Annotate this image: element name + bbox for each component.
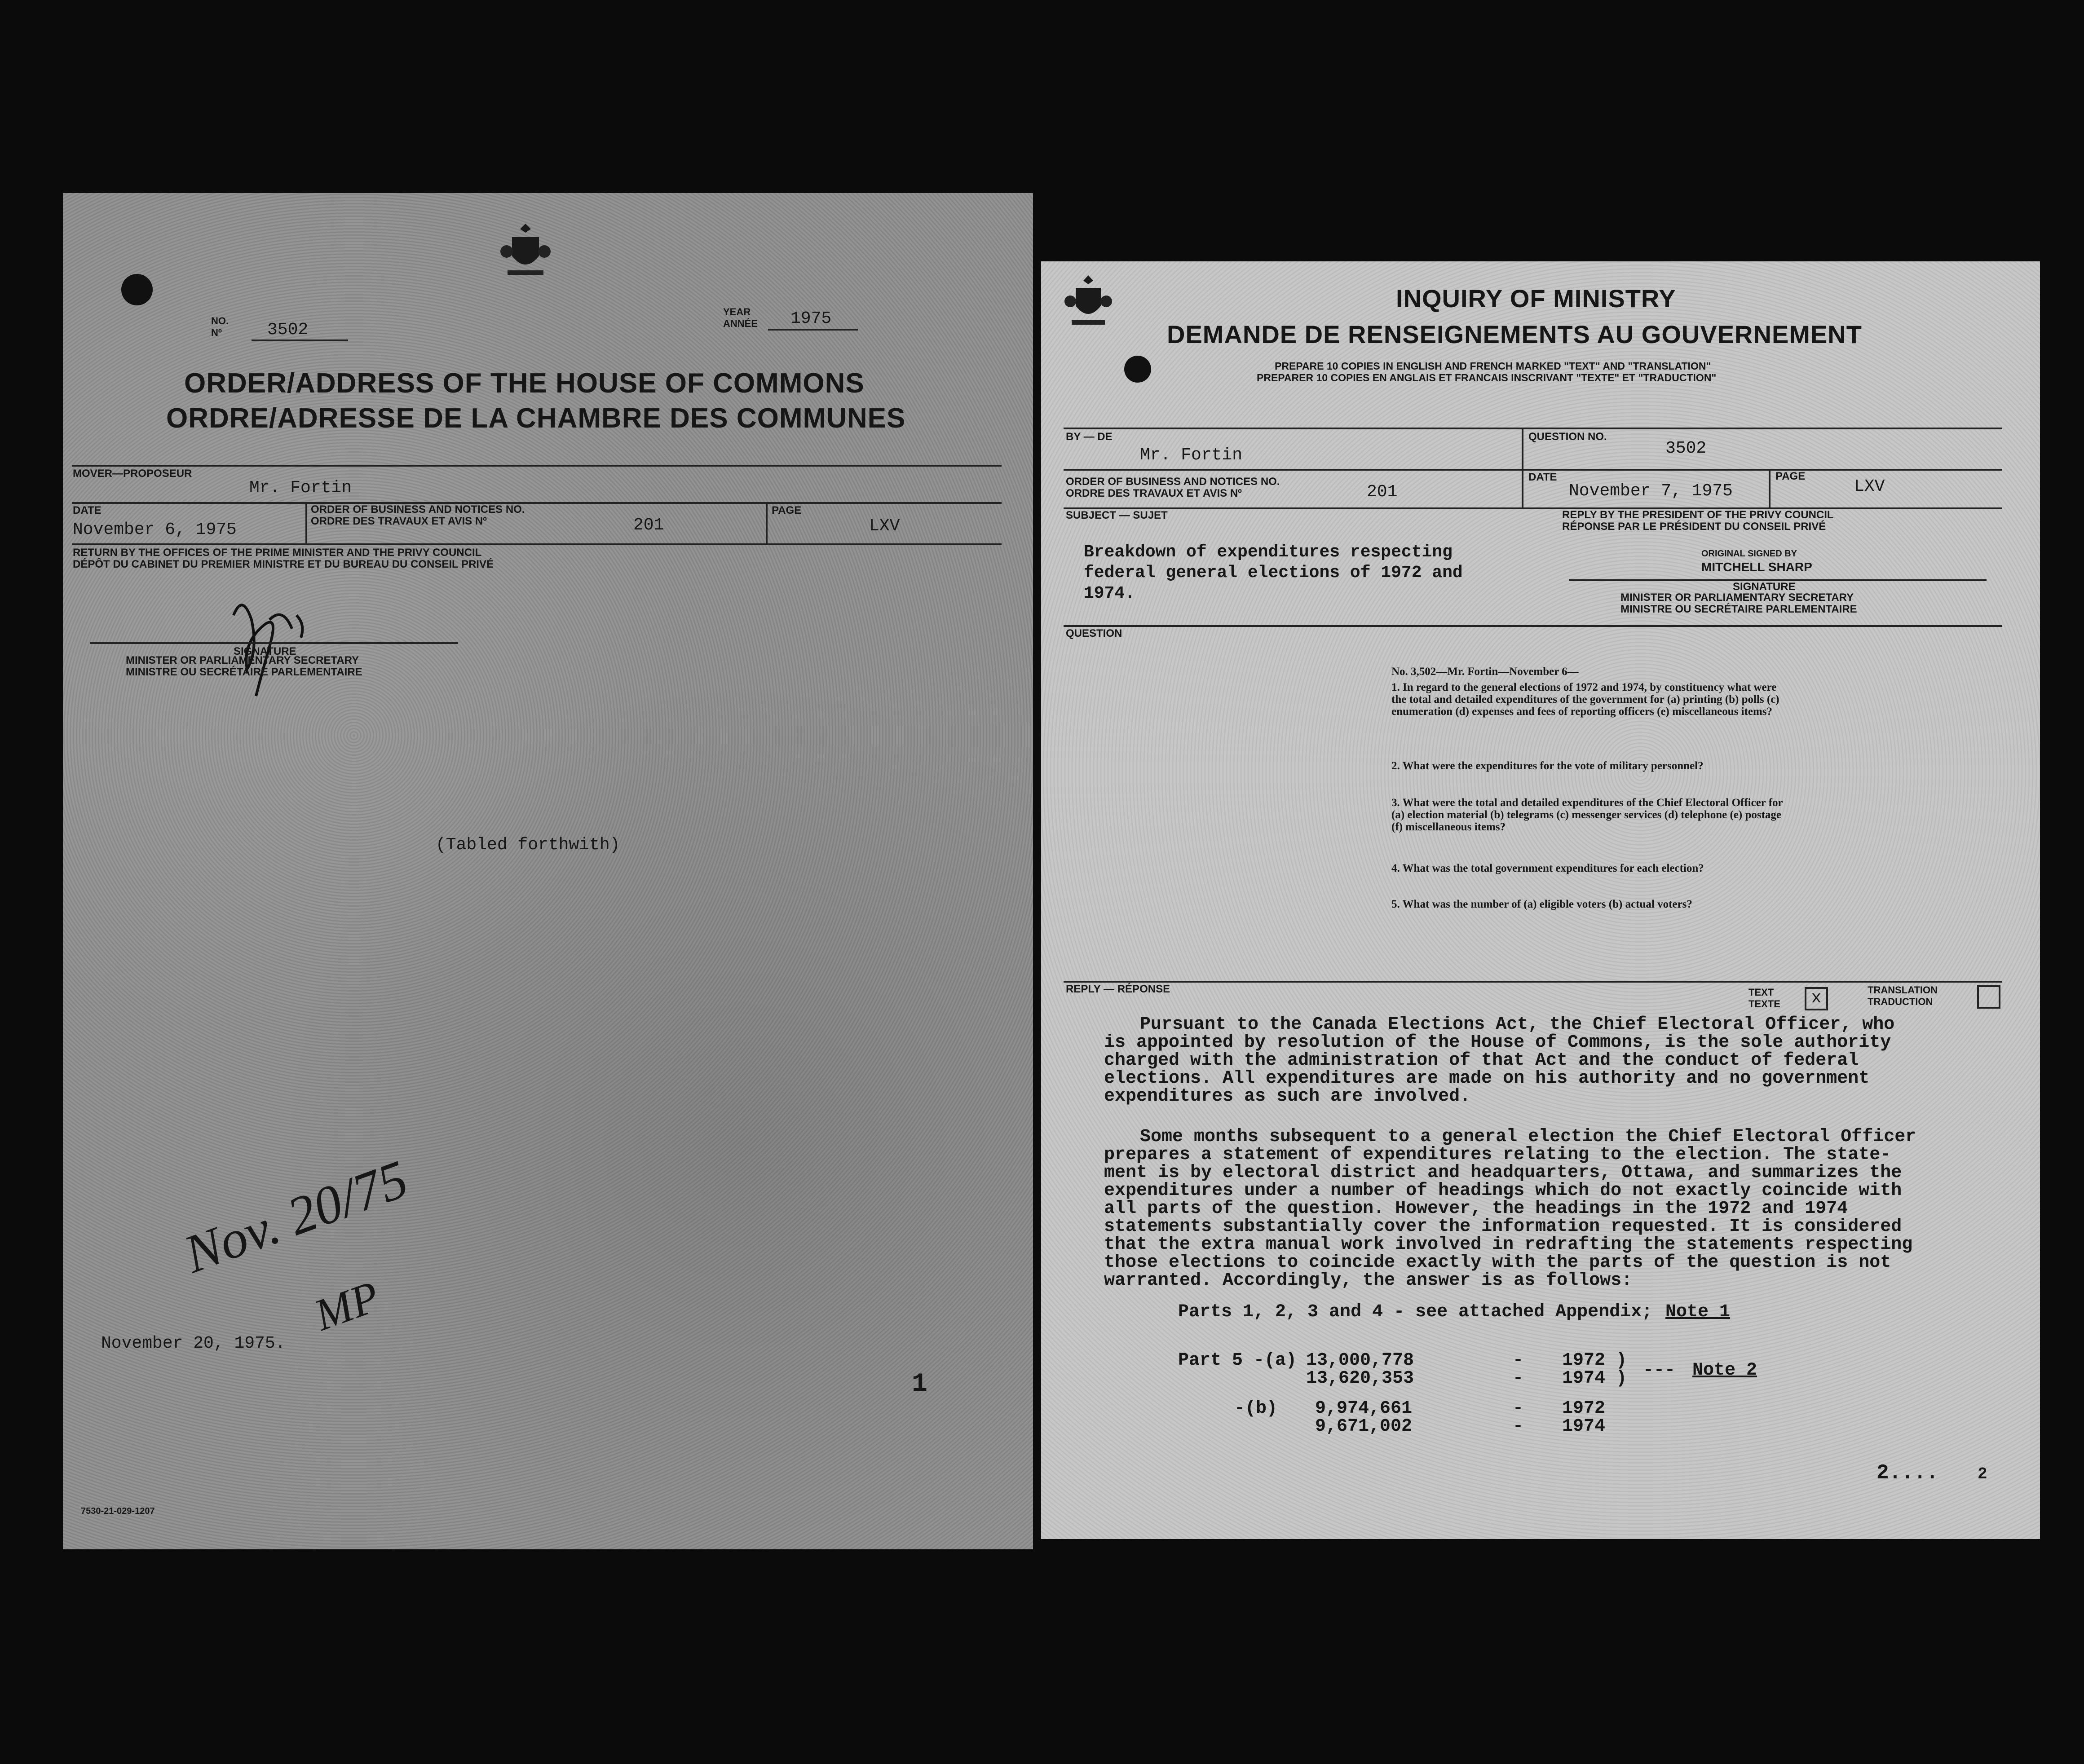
parts-line: Parts 1, 2, 3 and 4 - see attached Appendix; xyxy=(1178,1302,1653,1322)
handwritten-initials: MP xyxy=(308,1271,386,1341)
number-label: NO. Nº xyxy=(211,315,229,338)
page-number: 2 xyxy=(1978,1465,1987,1483)
part5b-label: -(b) xyxy=(1234,1398,1278,1419)
part5a-dash: - xyxy=(1513,1350,1524,1371)
page-number: 1 xyxy=(912,1370,927,1399)
part5a-year: 1972 ) xyxy=(1562,1350,1627,1371)
reply-line: all parts of the question. However, the headings in the 1972 and 1974 xyxy=(1104,1199,1848,1219)
note-2: Note 2 xyxy=(1692,1360,1757,1380)
translation-checkbox[interactable] xyxy=(1977,985,2000,1009)
minister-label: MINISTER OR PARLIAMENTARY SECRETARY MINISTRE OU SECRÉTAIRE PARLEMENTAIRE xyxy=(126,654,362,678)
part5a-dash: - xyxy=(1513,1368,1524,1389)
tabled-note: (Tabled forthwith) xyxy=(436,835,620,855)
page-value: LXV xyxy=(869,516,900,536)
coat-of-arms-icon xyxy=(1064,273,1113,331)
title-en: ORDER/ADDRESS OF THE HOUSE OF COMMONS xyxy=(184,368,865,399)
reply-line: expenditures under a number of headings which do not exactly coincide with xyxy=(1104,1181,1902,1201)
reply-line: prepares a statement of expenditures relating to the election. The state- xyxy=(1104,1145,1891,1165)
subject-label: SUBJECT — SUJET xyxy=(1066,509,1168,521)
question-item-4: 4. What was the total government expenditures for each election? xyxy=(1391,862,1704,874)
question-no-label: QUESTION NO. xyxy=(1528,431,1607,443)
date-value: November 6, 1975 xyxy=(73,520,237,539)
by-value: Mr. Fortin xyxy=(1140,445,1243,465)
reply-line: expenditures as such are involved. xyxy=(1104,1086,1471,1107)
note-2-prefix: --- xyxy=(1643,1360,1676,1380)
part5a-value: 13,620,353 xyxy=(1306,1368,1414,1389)
return-label: RETURN BY THE OFFICES OF THE PRIME MINISTER AND THE PRIVY COUNCIL DÉPÔT DU CABINET DU PREMIER MINISTRE ET DU BUREAU DU CONSEIL PRIVÉ xyxy=(73,547,494,570)
question-item-2: 2. What were the expenditures for the vote of military personnel? xyxy=(1391,760,1704,772)
part5b-dash: - xyxy=(1513,1398,1524,1419)
part5a-year: 1974 ) xyxy=(1562,1368,1627,1389)
page-label: PAGE xyxy=(1775,470,1806,482)
order-number: 3502 xyxy=(267,320,309,340)
inquiry-of-ministry-sheet xyxy=(1041,261,2040,1539)
order-label: ORDER OF BUSINESS AND NOTICES NO. ORDRE DES TRAVAUX ET AVIS Nº xyxy=(311,503,525,527)
reply-label: REPLY — RÉPONSE xyxy=(1066,983,1170,995)
part5b-value: 9,974,661 xyxy=(1315,1398,1413,1419)
order-address-sheet xyxy=(63,193,1033,1549)
handwritten-date: Nov. 20/75 xyxy=(176,1148,415,1284)
reply-line: statements substantially cover the information requested. It is considered xyxy=(1104,1217,1902,1237)
form-number: 7530-21-029-1207 xyxy=(81,1506,155,1516)
punch-hole xyxy=(121,274,153,305)
order-business-number: 201 xyxy=(633,516,664,535)
note-1: Note 1 xyxy=(1665,1302,1731,1322)
question-no-value: 3502 xyxy=(1665,439,1707,458)
continued-marker: 2.... xyxy=(1876,1461,1939,1485)
part5a-value: 13,000,778 xyxy=(1306,1350,1414,1371)
text-label: TEXT TEXTE xyxy=(1748,987,1780,1010)
by-label: BY — DE xyxy=(1066,431,1113,443)
signature-label: SIGNATURE xyxy=(1733,581,1796,593)
original-signed-label: ORIGINAL SIGNED BY xyxy=(1701,549,1797,559)
page-value: LXV xyxy=(1854,477,1885,496)
text-checkbox[interactable]: x xyxy=(1805,987,1828,1010)
mover-value: Mr. Fortin xyxy=(249,478,352,498)
reply-line: Pursuant to the Canada Elections Act, the Chief Electoral Officer, who xyxy=(1140,1014,1895,1035)
part5b-year: 1974 xyxy=(1562,1416,1606,1437)
instructions-fr: PREPARER 10 COPIES EN ANGLAIS ET FRANCAIS INSCRIVANT "TEXTE" ET "TRADUCTION" xyxy=(1257,372,1717,384)
signature-label: SIGNATURE xyxy=(234,645,296,657)
reply-line: that the extra manual work involved in redrafting the statements respecting xyxy=(1104,1235,1913,1255)
question-heading: No. 3,502—Mr. Fortin—November 6— xyxy=(1391,666,1579,678)
reply-line: is appointed by resolution of the House of Commons, is the sole authority xyxy=(1104,1032,1891,1053)
mover-label: MOVER—PROPOSEUR xyxy=(73,467,192,480)
question-label: QUESTION xyxy=(1066,627,1122,639)
part5b-value: 9,671,002 xyxy=(1315,1416,1413,1437)
order-business-number: 201 xyxy=(1367,482,1398,502)
title-fr: ORDRE/ADRESSE DE LA CHAMBRE DES COMMUNES xyxy=(166,403,906,434)
reply-line: charged with the administration of that Act and the conduct of federal xyxy=(1104,1050,1859,1071)
subject-value: Breakdown of expenditures respecting federal general elections of 1972 and 1974. xyxy=(1084,542,1463,603)
part5b-dash: - xyxy=(1513,1416,1524,1437)
question-item-1: 1. In regard to the general elections of 1972 and 1974, by constituency what were the total and detailed expenditures of the government for (a) printing (b) polls (c) enumeration (d) expenses and fees of reporting officers (e) miscellaneous items? xyxy=(1391,681,1779,718)
date-label: DATE xyxy=(1528,471,1557,483)
order-label: ORDER OF BUSINESS AND NOTICES NO. ORDRE DES TRAVAUX ET AVIS Nº xyxy=(1066,476,1280,499)
question-item-3: 3. What were the total and detailed expenditures of the Chief Electoral Officer for (a) election material (b) telegrams (c) messenger services (d) telephone (e) postage (f) miscellaneous items? xyxy=(1391,797,1783,833)
reply-line: ment is by electoral district and headquarters, Ottawa, and summarizes the xyxy=(1104,1163,1902,1183)
translation-label: TRANSLATION TRADUCTION xyxy=(1868,984,1938,1007)
punch-hole xyxy=(1124,356,1151,383)
question-item-5: 5. What was the number of (a) eligible voters (b) actual voters? xyxy=(1391,898,1692,910)
year-label: YEAR ANNÉE xyxy=(723,306,758,329)
part5a-label: Part 5 -(a) xyxy=(1178,1350,1297,1371)
reply-line: those elections to coincide exactly with the parts of the question is not xyxy=(1104,1252,1891,1273)
reply-line: Some months subsequent to a general election the Chief Electoral Officer xyxy=(1140,1127,1916,1147)
minister-label: MINISTER OR PARLIAMENTARY SECRETARY MINISTRE OU SECRÉTAIRE PARLEMENTAIRE xyxy=(1620,591,1857,615)
part5b-year: 1972 xyxy=(1562,1398,1606,1419)
reply-line: elections. All expenditures are made on his authority and no government xyxy=(1104,1068,1870,1089)
footer-date: November 20, 1975. xyxy=(101,1334,286,1353)
signer-name: MITCHELL SHARP xyxy=(1701,560,1812,574)
page-label: PAGE xyxy=(772,504,802,516)
title-en: INQUIRY OF MINISTRY xyxy=(1396,284,1676,313)
year-value: 1975 xyxy=(790,309,832,328)
reply-by-label: REPLY BY THE PRESIDENT OF THE PRIVY COUNCIL RÉPONSE PAR LE PRÉSIDENT DU CONSEIL PRIVÉ xyxy=(1562,509,1834,533)
date-label: DATE xyxy=(73,504,102,516)
coat-of-arms-icon xyxy=(499,220,552,278)
reply-line: warranted. Accordingly, the answer is as follows: xyxy=(1104,1270,1633,1291)
date-value: November 7, 1975 xyxy=(1569,481,1733,501)
title-fr: DEMANDE DE RENSEIGNEMENTS AU GOUVERNEMENT xyxy=(1167,320,1862,348)
instructions-en: PREPARE 10 COPIES IN ENGLISH AND FRENCH MARKED "TEXT" AND "TRANSLATION" xyxy=(1275,360,1711,372)
